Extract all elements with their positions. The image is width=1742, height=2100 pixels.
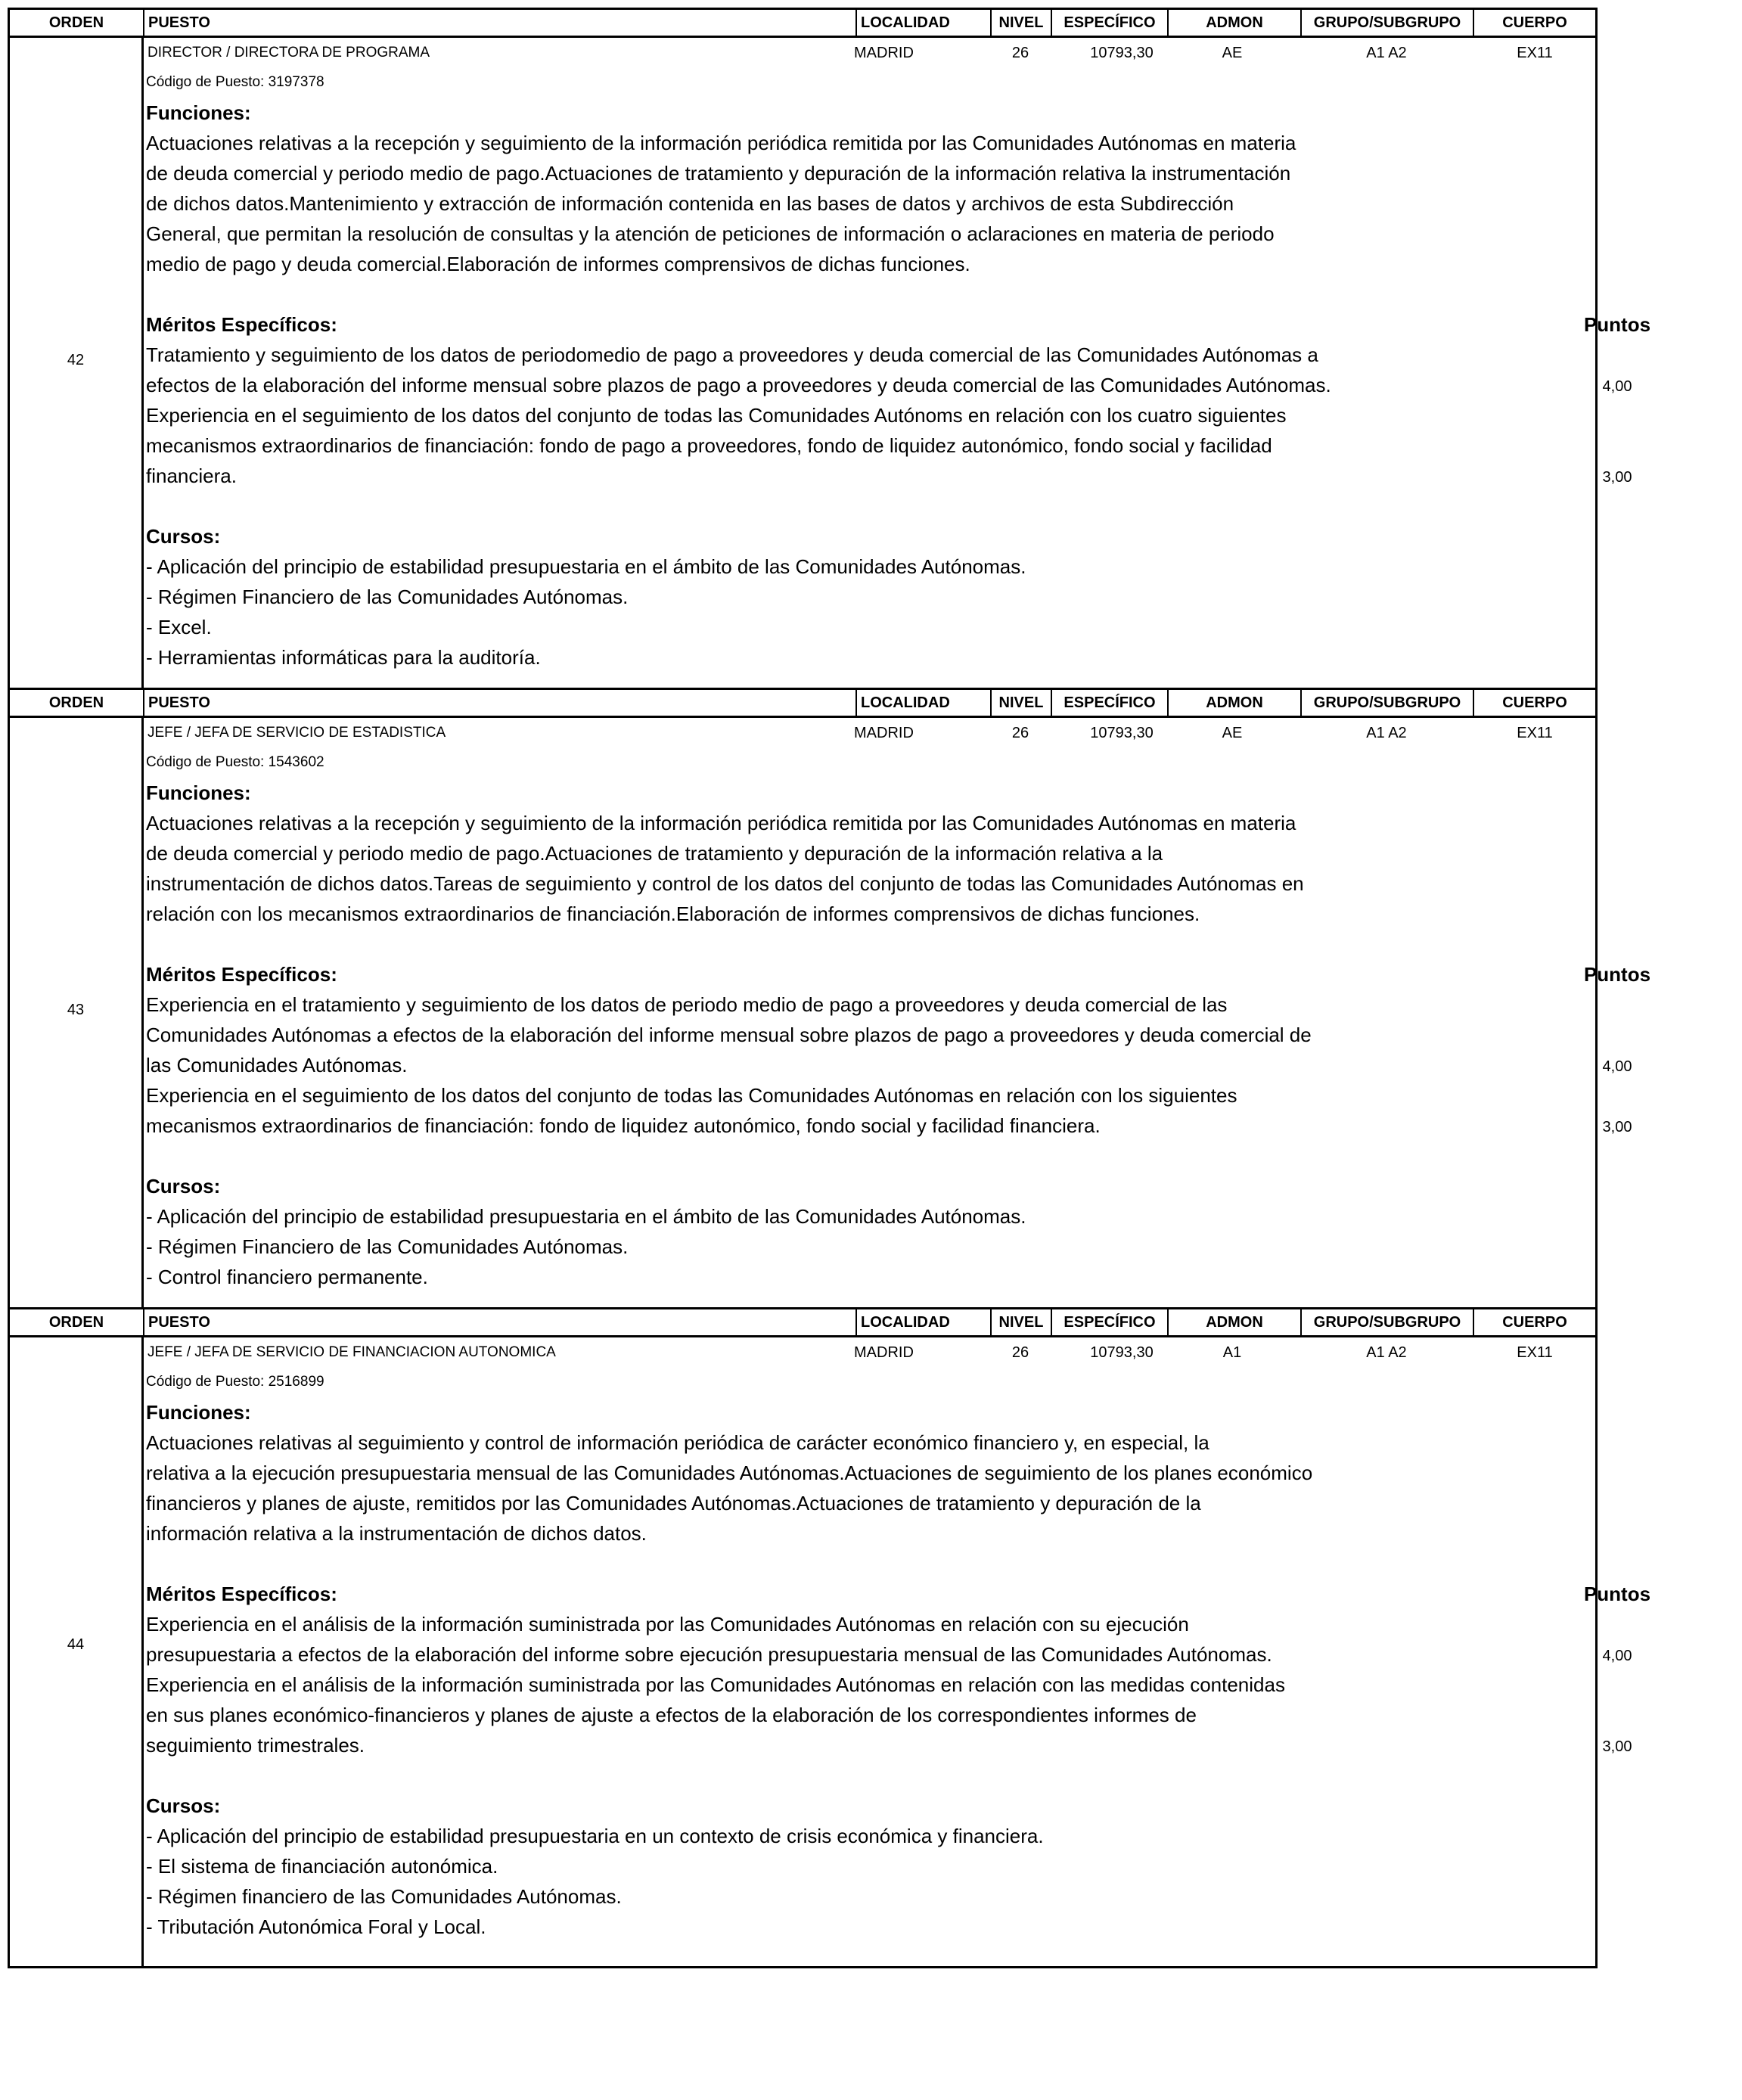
merito-item bbox=[146, 1609, 1632, 1670]
col-header-cuerpo: CUERPO bbox=[1473, 690, 1595, 716]
funciones-line: General, que permitan la resolución de consultas y la atención de peticiones de información o aclaraciones en materia de periodo bbox=[146, 222, 1275, 245]
cuerpo-value: EX11 bbox=[1517, 1344, 1553, 1361]
puesto-title: JEFE / JEFA DE SERVICIO DE FINANCIACION AUTONOMICA bbox=[147, 1344, 556, 1360]
puntos-heading: Puntos bbox=[1583, 963, 1651, 986]
admon-value: AE bbox=[1222, 725, 1243, 741]
curso-line: - Régimen financiero de las Comunidades Autónomas. bbox=[146, 1885, 622, 1908]
spacer bbox=[146, 1760, 1432, 1791]
merito-line: Experiencia en el tratamiento y seguimiento de los datos de periodo medio de pago a proveedores y deuda comercial de las bbox=[146, 993, 1228, 1016]
col-header-localidad: LOCALIDAD bbox=[855, 690, 990, 716]
col-header-nivel: NIVEL bbox=[990, 10, 1051, 36]
merito-puntos: 3,00 bbox=[1602, 1738, 1632, 1755]
entry-details bbox=[146, 1397, 1651, 1942]
cursos-heading: Cursos: bbox=[146, 1794, 221, 1817]
col-header-nivel: NIVEL bbox=[990, 690, 1051, 716]
col-header-admon: ADMON bbox=[1167, 1309, 1300, 1335]
merito-line: Experiencia en el seguimiento de los datos del conjunto de todas las Comunidades Autónoms en relación con los cuatro siguientes bbox=[146, 404, 1287, 427]
merito-line: Comunidades Autónomas a efectos de la elaboración del informe mensual sobre plazos de pago a proveedores y deuda comercial de bbox=[146, 1024, 1312, 1046]
entry-details bbox=[146, 778, 1651, 1292]
grupo-value: A1 A2 bbox=[1366, 45, 1407, 61]
merito-item bbox=[146, 340, 1632, 400]
col-header-localidad: LOCALIDAD bbox=[855, 1309, 990, 1335]
merito-puntos: 3,00 bbox=[1602, 469, 1632, 486]
col-header-grupo: GRUPO/SUBGRUPO bbox=[1300, 10, 1473, 36]
curso-line: - Control financiero permanente. bbox=[146, 1266, 428, 1288]
merito-line: presupuestaria a efectos de la elaboración del informe sobre ejecución presupuestaria mensual de las Comunidades Autónomas. bbox=[146, 1643, 1272, 1666]
curso-line: - El sistema de financiación autonómica. bbox=[146, 1855, 498, 1878]
orden-number: 42 bbox=[67, 352, 85, 368]
curso-line: - Herramientas informáticas para la auditoría. bbox=[146, 646, 541, 669]
localidad-value: MADRID bbox=[854, 45, 914, 61]
merito-line: financiera. bbox=[146, 464, 237, 487]
col-header-puesto: PUESTO bbox=[143, 10, 855, 36]
col-header-puesto: PUESTO bbox=[143, 1309, 855, 1335]
orden-number: 44 bbox=[67, 1636, 85, 1653]
col-header-orden: ORDEN bbox=[48, 694, 104, 711]
spacer bbox=[146, 279, 1432, 309]
curso-line: - Aplicación del principio de estabilidad presupuestaria en el ámbito de las Comunidades Autónomas. bbox=[146, 555, 1026, 578]
merito-line: seguimiento trimestrales. bbox=[146, 1734, 365, 1757]
localidad-value: MADRID bbox=[854, 725, 914, 741]
especifico-value: 10793,30 bbox=[1090, 725, 1154, 741]
funciones-line: de dichos datos.Mantenimiento y extracción de información contenida en las bases de datos y archivos de esta Subdirección bbox=[146, 192, 1234, 215]
merito-item bbox=[146, 400, 1632, 491]
entry-details bbox=[146, 98, 1651, 673]
funciones-line: información relativa a la instrumentación de dichos datos. bbox=[146, 1522, 647, 1545]
funciones-heading: Funciones: bbox=[146, 1401, 251, 1424]
job-entry bbox=[8, 38, 1651, 688]
merito-line: mecanismos extraordinarios de financiación: fondo de pago a proveedores, fondo de liquidez autonómico, fondo social y facilidad bbox=[146, 434, 1272, 457]
curso-line: - Aplicación del principio de estabilidad presupuestaria en un contexto de crisis económica y financiera. bbox=[146, 1825, 1044, 1847]
job-entry bbox=[8, 1337, 1651, 1968]
puntos-heading: Puntos bbox=[1583, 1583, 1651, 1605]
meritos-heading: Méritos Específicos: bbox=[146, 313, 337, 336]
nivel-value: 26 bbox=[1011, 45, 1029, 61]
funciones-line: relativa a la ejecución presupuestaria mensual de las Comunidades Autónomas.Actuaciones de seguimiento de los planes económico bbox=[146, 1462, 1313, 1484]
funciones-line: Actuaciones relativas a la recepción y seguimiento de la información periódica remitida por las Comunidades Autónomas en materia bbox=[146, 812, 1296, 834]
col-header-especifico: ESPECÍFICO bbox=[1051, 690, 1167, 716]
curso-line: - Excel. bbox=[146, 616, 212, 638]
table-header bbox=[8, 8, 1598, 38]
col-header-orden: ORDEN bbox=[48, 1314, 104, 1331]
nivel-value: 26 bbox=[1011, 725, 1029, 741]
merito-puntos: 4,00 bbox=[1602, 1058, 1632, 1075]
col-header-admon: ADMON bbox=[1167, 690, 1300, 716]
especifico-value: 10793,30 bbox=[1090, 1344, 1154, 1361]
especifico-value: 10793,30 bbox=[1090, 45, 1154, 61]
job-listing-document bbox=[8, 8, 1651, 1968]
puesto-title: DIRECTOR / DIRECTORA DE PROGRAMA bbox=[147, 45, 430, 61]
grupo-value: A1 A2 bbox=[1366, 725, 1407, 741]
merito-item bbox=[146, 1670, 1632, 1760]
merito-puntos: 4,00 bbox=[1602, 378, 1632, 395]
table-header bbox=[8, 1307, 1598, 1337]
meritos-heading: Méritos Específicos: bbox=[146, 1583, 337, 1605]
col-header-localidad: LOCALIDAD bbox=[855, 10, 990, 36]
meritos-heading-row bbox=[146, 309, 1651, 340]
merito-item bbox=[146, 1080, 1632, 1141]
col-header-puesto: PUESTO bbox=[143, 690, 855, 716]
col-header-admon: ADMON bbox=[1167, 10, 1300, 36]
merito-line: Experiencia en el análisis de la información suministrada por las Comunidades Autónomas en relación con las medidas contenidas bbox=[146, 1673, 1285, 1696]
spacer bbox=[146, 1141, 1432, 1171]
meritos-heading: Méritos Específicos: bbox=[146, 963, 337, 986]
spacer bbox=[146, 929, 1432, 959]
funciones-line: de deuda comercial y periodo medio de pago.Actuaciones de tratamiento y depuración de la información relativa la instrumentación bbox=[146, 162, 1291, 185]
grupo-value: A1 A2 bbox=[1366, 1344, 1407, 1361]
curso-line: - Tributación Autonómica Foral y Local. bbox=[146, 1915, 486, 1938]
orden-number: 43 bbox=[67, 1002, 85, 1018]
codigo-puesto: Código de Puesto: 2516899 bbox=[146, 1374, 324, 1390]
col-header-especifico: ESPECÍFICO bbox=[1051, 10, 1167, 36]
col-header-orden: ORDEN bbox=[48, 14, 104, 31]
cursos-heading: Cursos: bbox=[146, 525, 221, 548]
funciones-line: medio de pago y deuda comercial.Elaboración de informes comprensivos de dichas funciones. bbox=[146, 253, 970, 275]
merito-line: mecanismos extraordinarios de financiación: fondo de liquidez autonómico, fondo social y facilidad financiera. bbox=[146, 1114, 1101, 1137]
merito-item bbox=[146, 989, 1632, 1080]
spacer bbox=[146, 1549, 1432, 1579]
funciones-line: de deuda comercial y periodo medio de pago.Actuaciones de tratamiento y depuración de la información relativa a la bbox=[146, 842, 1163, 865]
merito-line: en sus planes económico-financieros y planes de ajuste a efectos de la elaboración de los correspondientes informes de bbox=[146, 1704, 1197, 1726]
merito-line: Experiencia en el análisis de la información suministrada por las Comunidades Autónomas en relación con su ejecución bbox=[146, 1613, 1189, 1636]
merito-line: las Comunidades Autónomas. bbox=[146, 1054, 408, 1076]
curso-line: - Régimen Financiero de las Comunidades Autónomas. bbox=[146, 1235, 629, 1258]
admon-value: A1 bbox=[1222, 1344, 1242, 1361]
funciones-line: Actuaciones relativas a la recepción y seguimiento de la información periódica remitida por las Comunidades Autónomas en materia bbox=[146, 132, 1296, 154]
meritos-heading-row bbox=[146, 1579, 1651, 1609]
puesto-title: JEFE / JEFA DE SERVICIO DE ESTADISTICA bbox=[147, 725, 446, 741]
puntos-heading: Puntos bbox=[1583, 313, 1651, 336]
col-header-nivel: NIVEL bbox=[990, 1309, 1051, 1335]
cuerpo-value: EX11 bbox=[1517, 725, 1553, 741]
funciones-line: financieros y planes de ajuste, remitidos por las Comunidades Autónomas.Actuaciones de tratamiento y depuración de la bbox=[146, 1492, 1201, 1514]
col-header-grupo: GRUPO/SUBGRUPO bbox=[1300, 1309, 1473, 1335]
col-header-grupo: GRUPO/SUBGRUPO bbox=[1300, 690, 1473, 716]
table-header bbox=[8, 688, 1598, 718]
curso-line: - Régimen Financiero de las Comunidades Autónomas. bbox=[146, 586, 629, 608]
meritos-heading-row bbox=[146, 959, 1651, 989]
funciones-line: Actuaciones relativas al seguimiento y control de información periódica de carácter económico financiero y, en especial, la bbox=[146, 1431, 1209, 1454]
merito-line: Tratamiento y seguimiento de los datos de periodomedio de pago a proveedores y deuda comercial de las Comunidades Autónomas a bbox=[146, 343, 1318, 366]
col-header-cuerpo: CUERPO bbox=[1473, 10, 1595, 36]
merito-line: Experiencia en el seguimiento de los datos del conjunto de todas las Comunidades Autónomas en relación con los siguientes bbox=[146, 1084, 1237, 1107]
codigo-puesto: Código de Puesto: 1543602 bbox=[146, 754, 324, 770]
admon-value: AE bbox=[1222, 45, 1243, 61]
spacer bbox=[146, 491, 1432, 521]
localidad-value: MADRID bbox=[854, 1344, 914, 1361]
merito-puntos: 3,00 bbox=[1602, 1119, 1632, 1135]
funciones-line: instrumentación de dichos datos.Tareas de seguimiento y control de los datos del conjunto de todas las Comunidades Autónomas en bbox=[146, 872, 1304, 895]
codigo-puesto: Código de Puesto: 3197378 bbox=[146, 74, 324, 90]
nivel-value: 26 bbox=[1011, 1344, 1029, 1361]
merito-puntos: 4,00 bbox=[1602, 1648, 1632, 1664]
funciones-heading: Funciones: bbox=[146, 781, 251, 804]
curso-line: - Aplicación del principio de estabilidad presupuestaria en el ámbito de las Comunidades Autónomas. bbox=[146, 1205, 1026, 1228]
funciones-line: relación con los mecanismos extraordinarios de financiación.Elaboración de informes comprensivos de dichas funciones. bbox=[146, 902, 1200, 925]
col-header-especifico: ESPECÍFICO bbox=[1051, 1309, 1167, 1335]
job-entry bbox=[8, 718, 1651, 1307]
cuerpo-value: EX11 bbox=[1517, 45, 1553, 61]
cursos-heading: Cursos: bbox=[146, 1175, 221, 1198]
merito-line: efectos de la elaboración del informe mensual sobre plazos de pago a proveedores y deuda comercial de las Comunidades Autónomas. bbox=[146, 374, 1331, 396]
funciones-heading: Funciones: bbox=[146, 101, 251, 124]
col-header-cuerpo: CUERPO bbox=[1473, 1309, 1595, 1335]
